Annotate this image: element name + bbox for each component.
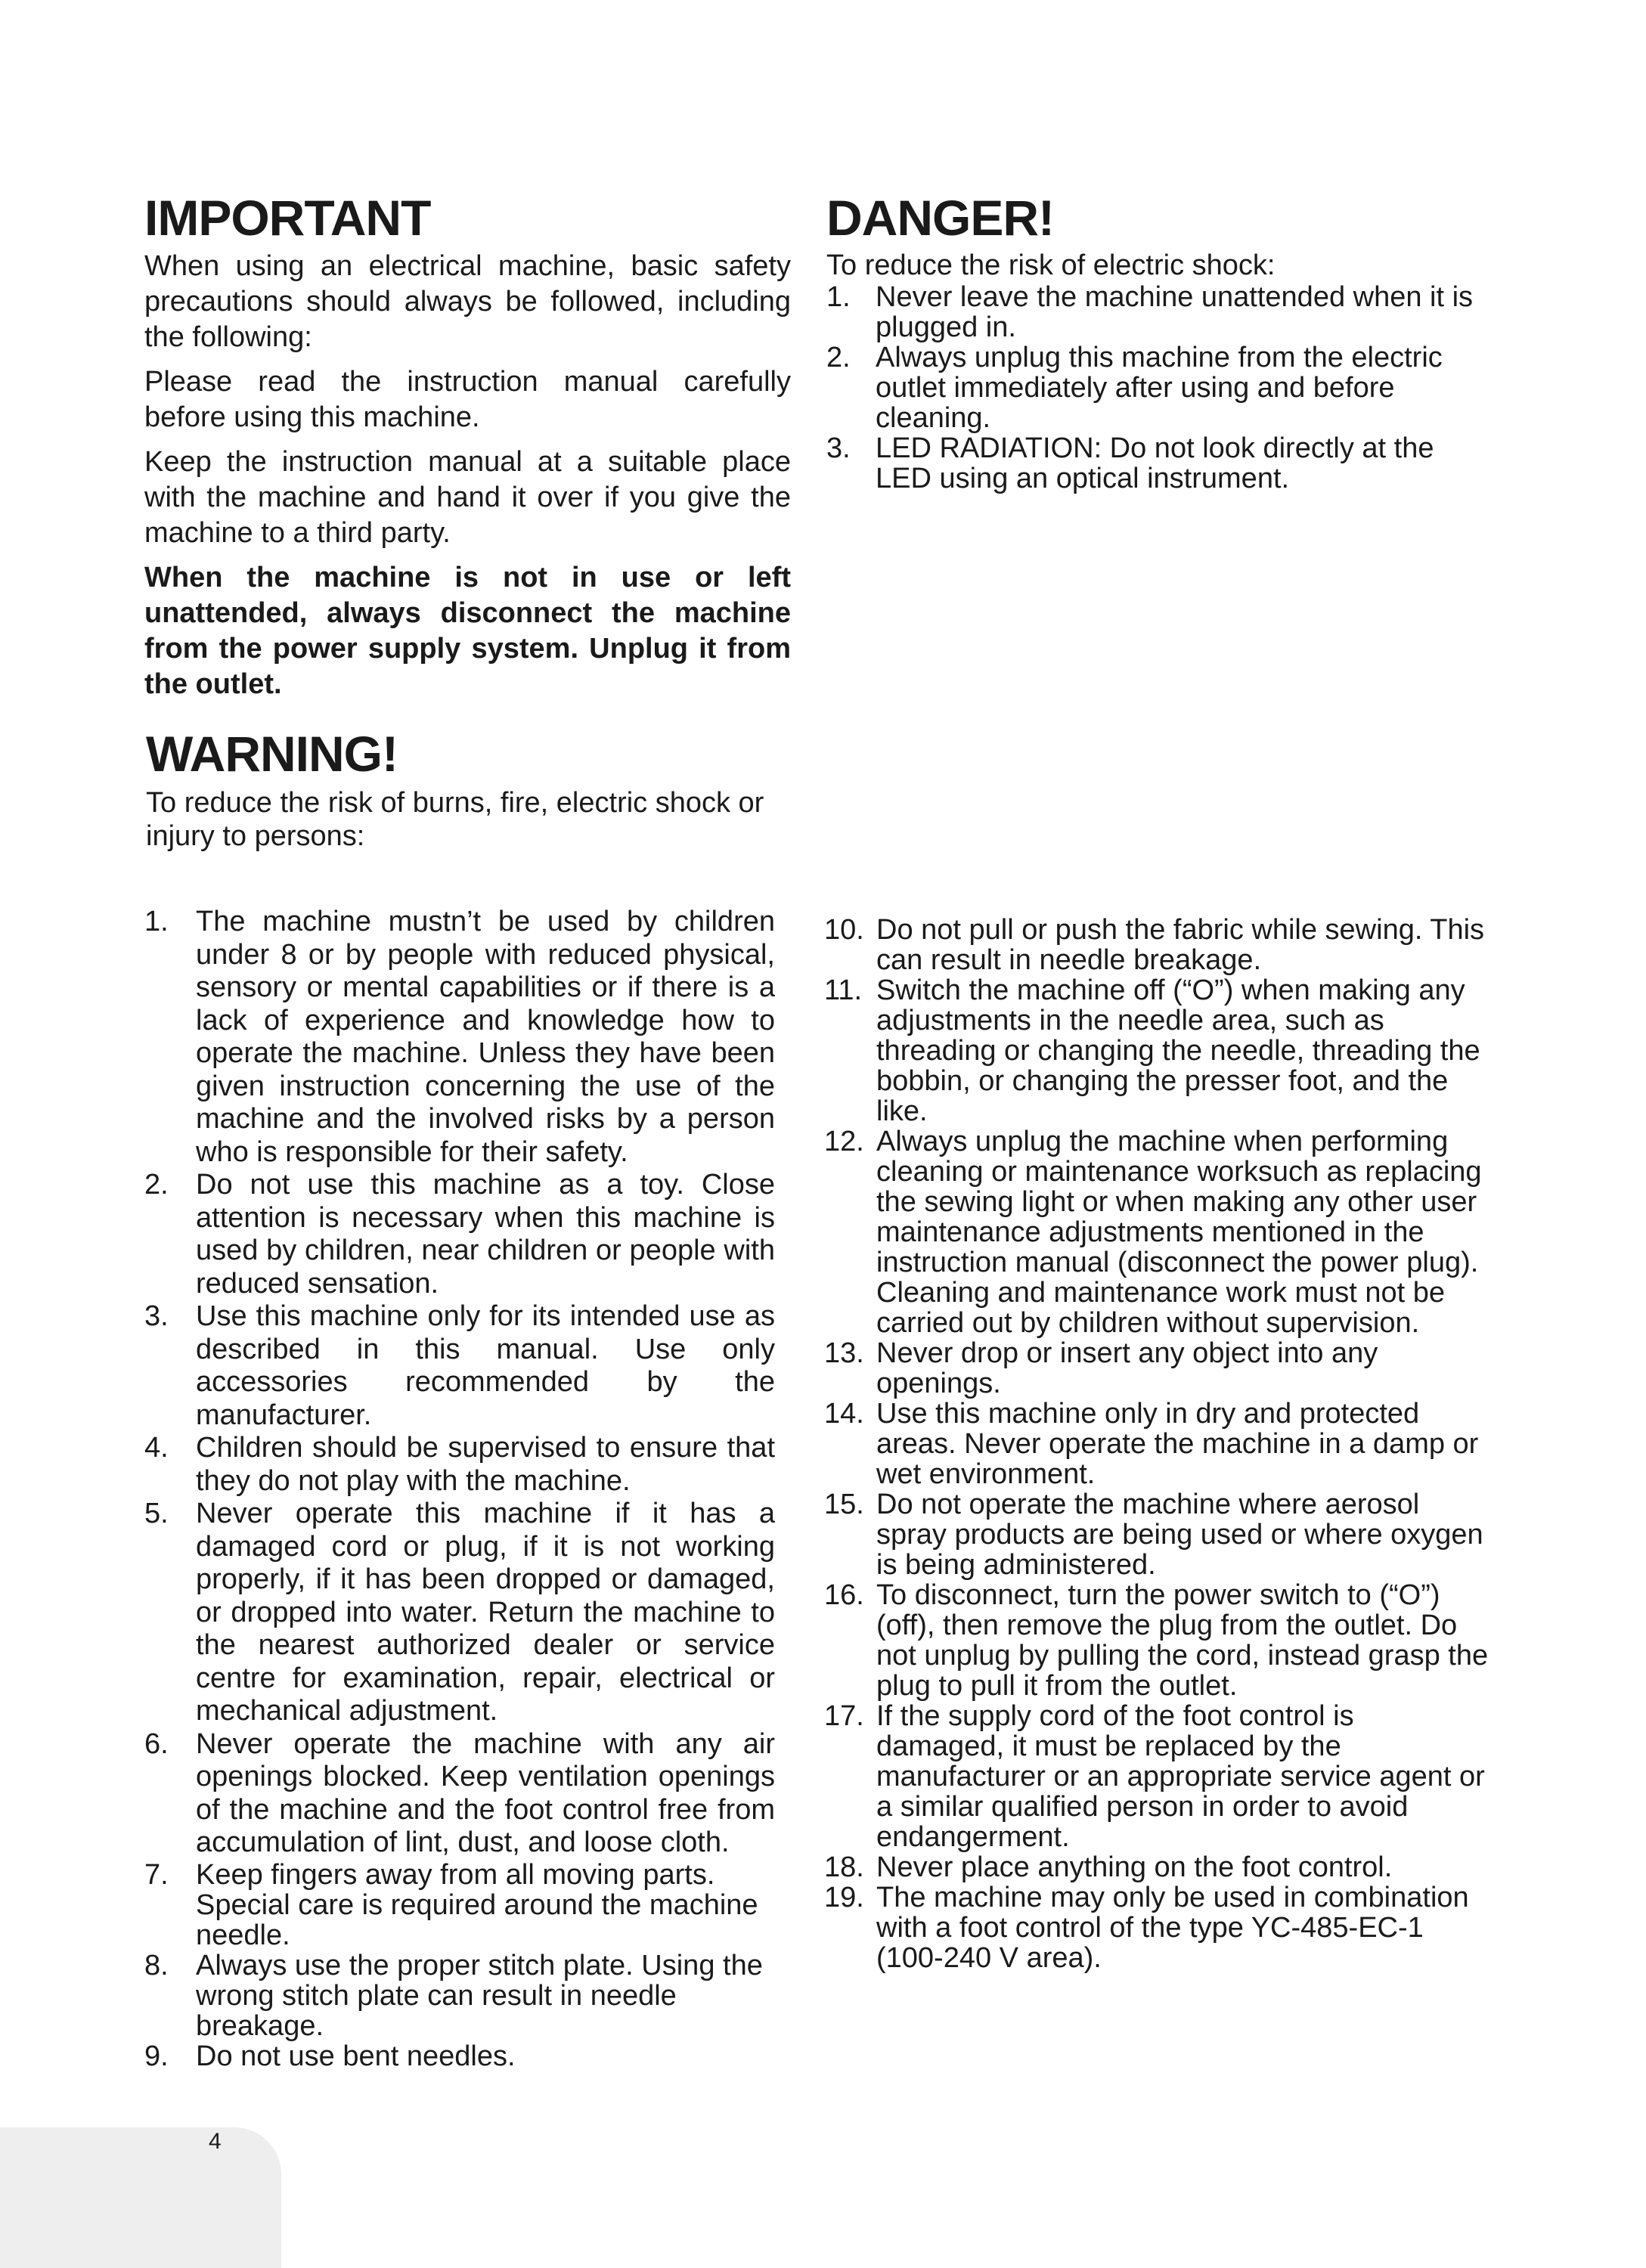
list-item-text: Always use the proper stitch plate. Using the wrong stitch plate can result in needle breakage. (196, 1949, 763, 2042)
list-item-number: 12. (824, 1126, 864, 1157)
warning-list-left (144, 906, 775, 2071)
important-paragraph-3: Keep the instruction manual at a suitable place with the machine and hand it over if you give the machine to a third party. (144, 446, 791, 549)
list-item-text: Use this machine only for its intended use as described in this manual. Use only accessories recommended by the manufacturer. (196, 1300, 775, 1431)
important-paragraph-4: When the machine is not in use or left unattended, always disconnect the machine from the power supply system. Unplug it from the outlet. (144, 562, 791, 700)
list-item-text: The machine mustn’t be used by children under 8 or by people with reduced physical, sensory or mental capabilities or if there is a lack of experience and knowledge how to operate the machine. Unless they have been given instruction concerning the use of the machine and the involved risks by a person who is responsible for their safety. (196, 906, 775, 1168)
list-item-number: 6. (144, 1727, 169, 1760)
important-section (144, 191, 791, 702)
list-item (144, 1432, 775, 1498)
list-item (144, 1728, 775, 1860)
list-item-number: 16. (824, 1579, 864, 1611)
list-item (824, 1701, 1489, 1852)
list-item (824, 1882, 1489, 1973)
list-item-number: 5. (144, 1498, 169, 1529)
list-item-number: 2. (144, 1169, 169, 1201)
danger-section (826, 191, 1477, 494)
important-heading: IMPORTANT (144, 190, 431, 246)
list-item-text: If the supply cord of the foot control is damaged, it must be replaced by the manufacturer or an appropriate service agent or a similar qualified person in order to avoid endangerment. (876, 1700, 1485, 1853)
list-item (824, 975, 1489, 1126)
list-item-text: Do not use bent needles. (196, 2040, 516, 2072)
list-item-number: 13. (824, 1337, 864, 1369)
list-item (824, 1580, 1489, 1701)
warning-heading: WARNING! (146, 726, 398, 782)
list-item (824, 1489, 1489, 1580)
list-item-text: Never operate this machine if it has a damaged cord or plug, if it is not working properly, if it has been dropped or damaged, or dropped into water. Return the machine to the nearest authorized dealer or service centre for examination, repair, electrical or mechanical adjustment. (196, 1498, 775, 1727)
list-item (144, 1860, 775, 1950)
danger-heading: DANGER! (826, 190, 1054, 246)
list-item-number: 2. (826, 342, 851, 373)
important-paragraph-2: Please read the instruction manual carefully before using this machine. (144, 366, 791, 433)
list-item-number: 15. (824, 1489, 864, 1520)
list-item-text: LED RADIATION: Do not look directly at the LED using an optical instrument. (876, 432, 1434, 494)
list-item-number: 9. (144, 2040, 169, 2072)
list-item-number: 8. (144, 1949, 169, 1981)
list-item-number: 4. (144, 1432, 169, 1464)
page-number-tab (0, 2127, 281, 2268)
list-item-text: Do not operate the machine where aerosol spray products are being used or where oxygen is being administered. (876, 1489, 1483, 1581)
list-item (144, 2041, 775, 2071)
list-item-number: 14. (824, 1398, 864, 1430)
list-item (144, 1300, 775, 1432)
list-item-text: Children should be supervised to ensure that they do not play with the machine. (196, 1432, 775, 1497)
list-item-text: Use this machine only in dry and protected areas. Never operate the machine in a damp or wet environment. (876, 1398, 1479, 1490)
list-item (824, 1399, 1489, 1489)
list-item (144, 906, 775, 1169)
important-paragraph-1: When using an electrical machine, basic safety precautions should always be followed, including the following: (144, 250, 791, 353)
list-item-number: 19. (824, 1882, 864, 1913)
list-item (824, 1126, 1489, 1338)
list-item (826, 282, 1477, 342)
list-item-text: Never operate the machine with any air openings blocked. Keep ventilation openings of the machine and the foot control free from accumulation of lint, dust, and loose cloth. (196, 1727, 775, 1858)
list-item (144, 1498, 775, 1728)
list-item-number: 11. (824, 974, 863, 1006)
list-item-text: Never place anything on the foot control. (876, 1851, 1393, 1883)
list-item (144, 1169, 775, 1300)
page-number: 4 (209, 2129, 222, 2154)
danger-intro: To reduce the risk of electric shock: (826, 249, 1276, 281)
list-item-number: 1. (144, 906, 169, 937)
list-item-number: 3. (144, 1300, 169, 1332)
list-item-text: The machine may only be used in combination with a foot control of the type YC-485-EC-1 (100-240 V area). (876, 1882, 1469, 1974)
list-item-number: 7. (144, 1858, 169, 1891)
list-item-number: 1. (826, 281, 851, 313)
list-item (824, 915, 1489, 975)
list-item (826, 342, 1477, 433)
list-item-text: Never drop or insert any object into any openings. (876, 1337, 1378, 1399)
list-item (826, 433, 1477, 494)
list-item-text: Never leave the machine unattended when it is plugged in. (876, 281, 1474, 343)
list-item-text: Always unplug the machine when performing cleaning or maintenance worksuch as replacing the sewing light or when making any other user maintenance adjustments mentioned in the instruction manual (disconnect the power plug). Cleaning and maintenance work must not be carried out by children without supervision. (876, 1126, 1482, 1339)
list-item-number: 17. (824, 1700, 864, 1732)
list-item (824, 1338, 1489, 1399)
list-item (144, 1950, 775, 2041)
list-item-text: To disconnect, turn the power switch to (“O”)(off), then remove the plug from the outlet. Do not unplug by pulling the cord, instead grasp the plug to pull it from the outlet. (876, 1579, 1489, 1702)
warning-list-right (824, 915, 1489, 1973)
list-item (824, 1852, 1489, 1882)
list-item-text: Keep fingers away from all moving parts. Special care is required around the machine needle. (196, 1858, 758, 1951)
danger-list (826, 282, 1477, 494)
warning-intro: To reduce the risk of burns, fire, electric shock or injury to persons: (146, 787, 764, 852)
list-item-text: Do not pull or push the fabric while sewing. This can result in needle breakage. (876, 914, 1485, 976)
list-item-text: Do not use this machine as a toy. Close attention is necessary when this machine is used by children, near children or people with reduced sensation. (196, 1169, 775, 1300)
list-item-number: 3. (826, 432, 851, 464)
list-item-number: 18. (824, 1851, 864, 1883)
list-item-text: Switch the machine off (“O”) when making any adjustments in the needle area, such as threading or changing the needle, threading the bobbin, or changing the presser foot, and the like. (876, 974, 1480, 1127)
list-item-text: Always unplug this machine from the electric outlet immediately after using and before cleaning. (876, 342, 1443, 434)
list-item-number: 10. (824, 914, 864, 946)
warning-section (146, 727, 796, 853)
